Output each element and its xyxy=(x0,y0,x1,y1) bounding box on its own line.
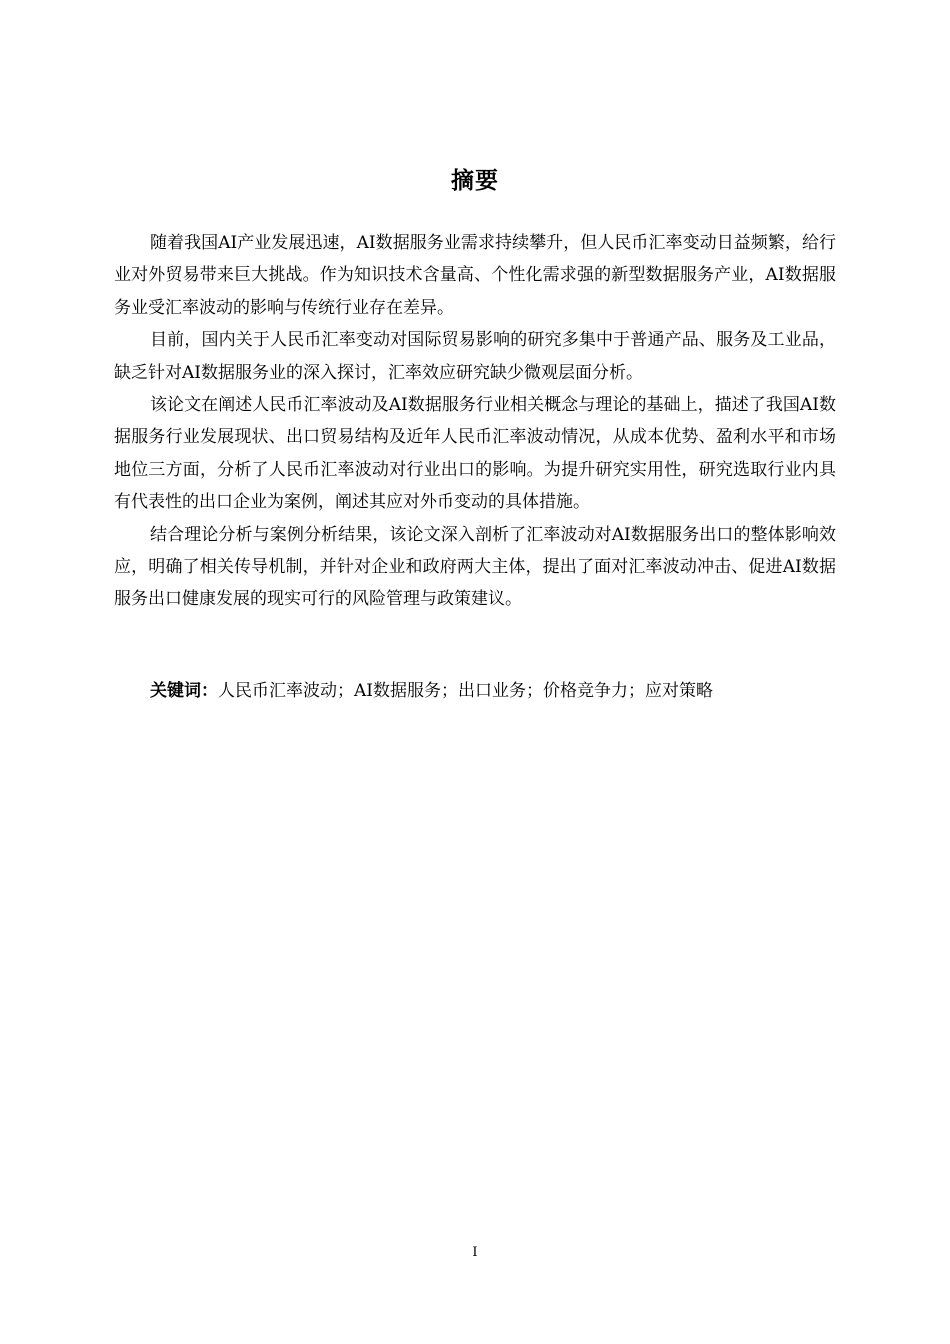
abstract-body xyxy=(114,227,836,616)
page-number: I xyxy=(472,1245,478,1260)
abstract-paragraph-4: 结合理论分析与案例分析结果，该论文深入剖析了汇率波动对AI数据服务出口的整体影响效应，明确了相关传导机制，并针对企业和政府两大主体，提出了面对汇率波动冲击、促进AI数据服务出口健康发展的现实可行的风险管理与政策建议。 xyxy=(114,524,836,610)
abstract-paragraph-1: 随着我国AI产业发展迅速，AI数据服务业需求持续攀升，但人民币汇率变动日益频繁，给行业对外贸易带来巨大挑战。作为知识技术含量高、个性化需求强的新型数据服务产业，AI数据服务业受汇率波动的影响与传统行业存在差异。 xyxy=(114,233,836,318)
abstract-paragraph-2: 目前，国内关于人民币汇率变动对国际贸易影响的研究多集中于普通产品、服务及工业品，缺乏针对AI数据服务业的深入探讨，汇率效应研究缺少微观层面分析。 xyxy=(114,330,836,383)
abstract-paragraph-3: 该论文在阐述人民币汇率波动及AI数据服务行业相关概念与理论的基础上，描述了我国AI数据服务行业发展现状、出口贸易结构及近年人民币汇率波动情况，从成本优势、盈利水平和市场地位三方面，分析了人民币汇率波动对行业出口的影响。为提升研究实用性，研究选取行业内具有代表性的出口企业为案例，阐述其应对外币变动的具体措施。 xyxy=(114,395,836,513)
keywords-line xyxy=(150,675,836,707)
keywords-label: 关键词： xyxy=(150,681,218,701)
abstract-title: 摘要 xyxy=(451,168,499,194)
keywords-text: 人民币汇率波动；AI数据服务；出口业务；价格竞争力；应对策略 xyxy=(218,681,713,701)
